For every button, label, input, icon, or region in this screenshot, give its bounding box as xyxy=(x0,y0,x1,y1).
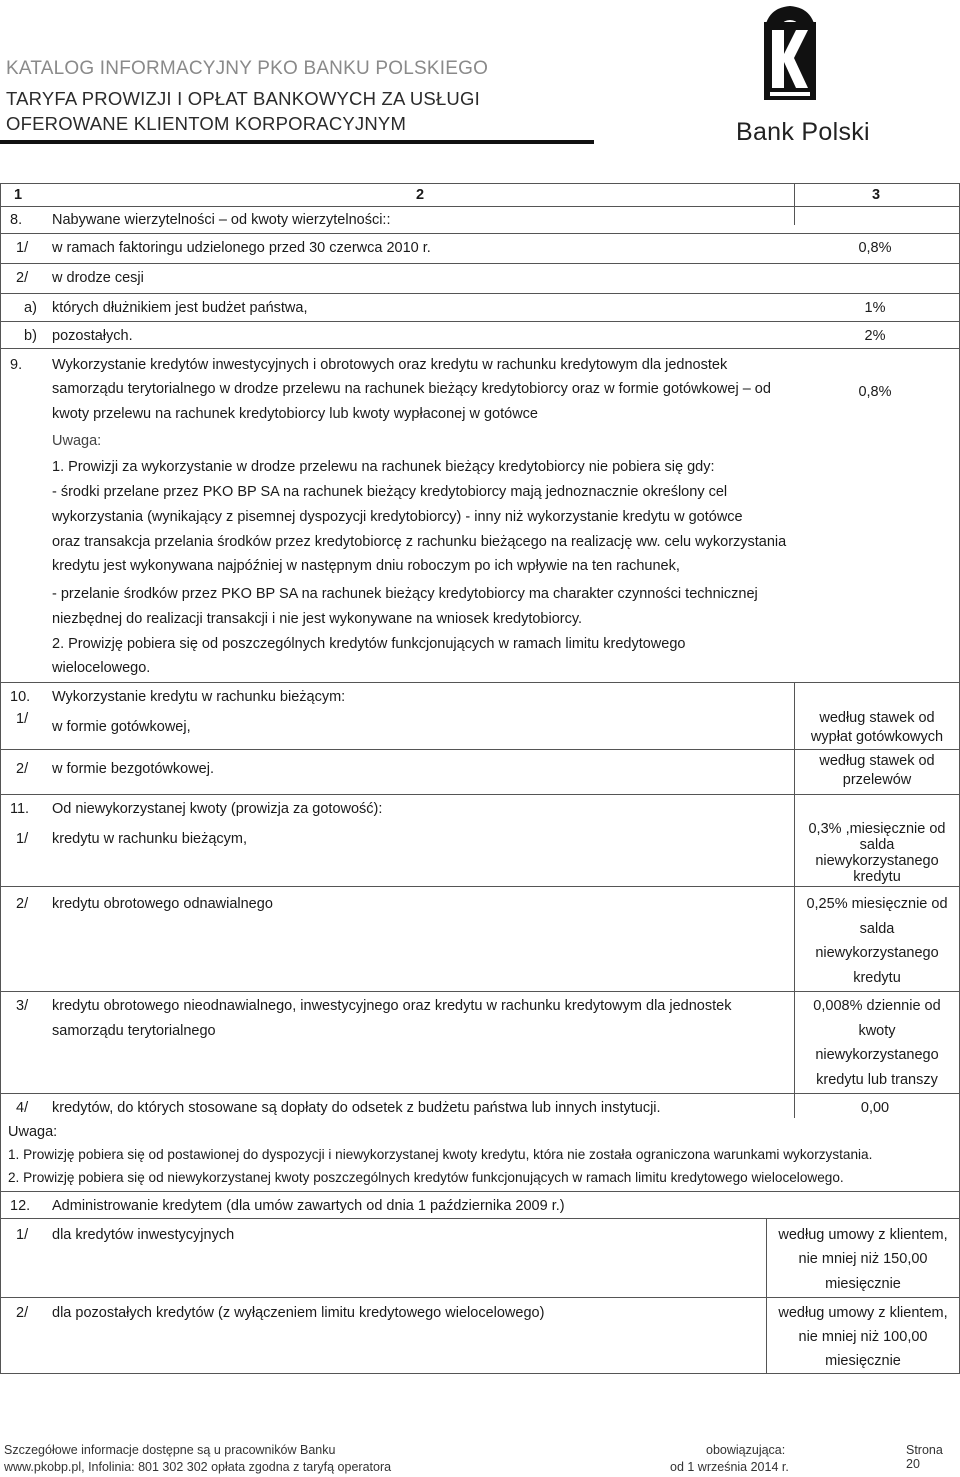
row-border xyxy=(0,682,960,683)
s12-r1-value-1: według umowy z klientem, xyxy=(778,1227,948,1243)
s11-r3-line1: kredytu obrotowego nieodnawialnego, inwestycyjnego oraz kredytu w rachunku kredytowym dla jednostek xyxy=(52,998,732,1014)
s10-title: Wykorzystanie kredytu w rachunku bieżącym: xyxy=(52,689,346,705)
s9-note-6: - przelanie środków przez PKO BP SA na rachunek bieżący kredytobiorcy ma charakter czynności technicznej xyxy=(52,586,758,602)
s8-ra-value: 1% xyxy=(864,300,886,316)
header-rule xyxy=(0,140,594,144)
s9-note-4: oraz transakcja przelania środków przez kredytobiorcę z rachunku bieżącego na realizację ww. celu wykorzystania xyxy=(52,534,787,550)
footer-info: Szczegółowe informacje dostępne są u pracowników Banku xyxy=(4,1443,336,1457)
s8-r1-value: 0,8% xyxy=(858,240,892,256)
row-border xyxy=(0,991,960,992)
s9-line2: samorządu terytorialnego w drodze przelewu na rachunek bieżący kredytobiorcy oraz w formie gotówkowej – od xyxy=(52,381,771,397)
footer-valid-date: od 1 września 2014 r. xyxy=(670,1460,789,1474)
row-border xyxy=(0,1093,960,1094)
s11-num: 11. xyxy=(10,801,30,817)
row-border xyxy=(0,233,960,234)
s10-r2-value-1: według stawek od xyxy=(819,753,935,769)
row-border xyxy=(0,886,960,887)
col-header-3: 3 xyxy=(871,187,881,203)
s10-r1-value-2: wypłat gotówkowych xyxy=(810,729,944,745)
s11-r1-text: kredytu w rachunku bieżącym, xyxy=(52,831,248,847)
row-border xyxy=(0,1191,960,1192)
footer-contact: www.pkobp.pl, Infolinia: 801 302 302 opłata zgodna z taryfą operatora xyxy=(4,1460,392,1474)
s10-r1-text: w formie gotówkowej, xyxy=(52,719,191,735)
s9-value: 0,8% xyxy=(858,384,892,400)
col-divider xyxy=(794,794,795,1118)
s12-r2-value-1: według umowy z klientem, xyxy=(778,1305,948,1321)
footer-valid-label: obowiązująca: xyxy=(706,1443,786,1457)
s11-r1-value-4: kredytu xyxy=(853,869,901,885)
s11-r1-value-2: salda xyxy=(859,837,895,853)
tariff-title: TARYFA PROWIZJI I OPŁAT BANKOWYCH ZA USŁUGI xyxy=(6,88,480,109)
col-divider xyxy=(766,1218,767,1373)
s8-rb-value: 2% xyxy=(864,328,886,344)
s11-r2-num: 2/ xyxy=(16,896,29,912)
row-border xyxy=(0,749,960,750)
s11-r4-num: 4/ xyxy=(16,1100,29,1116)
catalog-title: KATALOG INFORMACYJNY PKO BANKU POLSKIEGO xyxy=(6,58,489,79)
s12-r1-value-3: miesięcznie xyxy=(825,1276,901,1292)
s8-r1-text: w ramach faktoringu udzielonego przed 30 czerwca 2010 r. xyxy=(52,240,431,256)
s8-rb-text: pozostałych. xyxy=(52,328,133,344)
s10-r1-value-1: według stawek od xyxy=(819,710,935,726)
col-divider xyxy=(794,183,795,225)
s11-title: Od niewykorzystanej kwoty (prowizja za gotowość): xyxy=(52,801,383,817)
s11-r1-num: 1/ xyxy=(16,831,29,847)
s11-r4-text: kredytów, do których stosowane są dopłaty do odsetek z budżetu państwa lub innych instytucji. xyxy=(52,1100,661,1116)
s11-r4-value: 0,00 xyxy=(860,1100,890,1116)
s11-r3-value-3: niewykorzystanego xyxy=(815,1047,939,1063)
s12-r1-value-2: nie mniej niż 150,00 xyxy=(798,1251,928,1267)
row-border xyxy=(0,293,960,294)
s11-r1-value-1: 0,3% ,miesięcznie od xyxy=(808,821,946,837)
s9-note-5: kredytu jest wykonywana najpóźniej w następnym dniu roboczym po ich wpływie na ten rachunek, xyxy=(52,558,680,574)
s10-r2-text: w formie bezgotówkowej. xyxy=(52,761,214,777)
s8-rb-num: b) xyxy=(24,328,37,344)
tariff-subtitle: OFEROWANE KLIENTOM KORPORACYJNYM xyxy=(6,113,407,134)
col-header-2: 2 xyxy=(415,187,425,203)
s8-ra-text: których dłużnikiem jest budżet państwa, xyxy=(52,300,308,316)
row-border xyxy=(0,263,960,264)
s11-r2-value-1: 0,25% miesięcznie od xyxy=(806,896,948,912)
row-border xyxy=(0,1218,960,1219)
col-header-1: 1 xyxy=(13,187,23,203)
s9-note-3: wykorzystania (wynikający z pisemnej dyspozycji kredytobiorcy) - inny niż wykorzystanie kredytu w gotówce xyxy=(52,509,743,525)
s9-line1: Wykorzystanie kredytów inwestycyjnych i obrotowych oraz kredytu w rachunku kredytowym dla jednostek xyxy=(52,357,728,373)
s12-r2-value-2: nie mniej niż 100,00 xyxy=(798,1329,928,1345)
s9-line3: kwoty przelewu na rachunek kredytobiorcy lub kwoty wypłaconej w gotówce xyxy=(52,406,538,422)
s10-r1-num: 1/ xyxy=(16,711,29,727)
table-left-border xyxy=(0,183,1,1373)
s8-ra-num: a) xyxy=(24,300,37,316)
s10-r2-value-2: przelewów xyxy=(842,772,912,788)
s11-r3-num: 3/ xyxy=(16,998,29,1014)
row-border xyxy=(0,321,960,322)
s12-r1-text: dla kredytów inwestycyjnych xyxy=(52,1227,235,1243)
s8-r2-text: w drodze cesji xyxy=(52,270,144,286)
s11-r3-value-4: kredytu lub transzy xyxy=(816,1072,938,1088)
s11-note-1: 1. Prowizję pobiera się od postawionej do dyspozycji i niewykorzystanej kwoty kredytu, która nie została ograniczona warunkami wykorzystania. xyxy=(8,1147,873,1162)
s12-r2-text: dla pozostałych kredytów (z wyłączeniem limitu kredytowego wielocelowego) xyxy=(52,1305,545,1321)
s9-note-7: niezbędnej do realizacji transakcji i nie jest wykonywane na wniosek kredytobiorcy. xyxy=(52,611,583,627)
s8-num: 8. xyxy=(10,212,23,228)
s9-note-8: 2. Prowizję pobiera się od poszczególnych kredytów funkcjonujących w ramach limitu kredytowego xyxy=(52,636,686,652)
bank-name-logo: Bank Polski xyxy=(736,118,870,146)
table-bottom-border xyxy=(0,1373,960,1374)
row-border xyxy=(0,1297,960,1298)
s9-note-9: wielocelowego. xyxy=(52,660,151,676)
s11-r2-value-3: niewykorzystanego xyxy=(815,945,939,961)
page-number: Strona 20 xyxy=(906,1443,943,1471)
s8-title: Nabywane wierzytelności – od kwoty wierzytelności:: xyxy=(52,212,391,228)
s12-r2-value-3: miesięcznie xyxy=(825,1353,901,1369)
s10-num: 10. xyxy=(10,689,31,705)
table-top-border xyxy=(0,183,960,184)
s12-num: 12. xyxy=(10,1198,31,1214)
s11-note-2: 2. Prowizję pobiera się od niewykorzystanej kwoty poszczególnych kredytów funkcjonujących w ramach limitu kredytowego wielocelowego. xyxy=(8,1170,844,1185)
s11-r1-value-3: niewykorzystanego xyxy=(815,853,939,869)
s11-r2-value-2: salda xyxy=(859,921,895,937)
s11-r3-line2: samorządu terytorialnego xyxy=(52,1023,216,1039)
s8-r1-num: 1/ xyxy=(16,240,29,256)
s11-r2-value-4: kredytu xyxy=(853,970,901,986)
s9-num: 9. xyxy=(10,357,23,373)
row-border xyxy=(0,348,960,349)
s9-note-label: Uwaga: xyxy=(52,433,102,449)
s11-r2-text: kredytu obrotowego odnawialnego xyxy=(52,896,273,912)
s12-r1-num: 1/ xyxy=(16,1227,29,1243)
s11-r3-value-1: 0,008% dziennie od xyxy=(813,998,941,1014)
s9-note-1: 1. Prowizji za wykorzystanie w drodze przelewu na rachunek bieżący kredytobiorcy nie pobiera się gdy: xyxy=(52,459,715,475)
col-divider xyxy=(794,682,795,794)
header-row-border xyxy=(0,206,960,207)
s9-note-2: - środki przelane przez PKO BP SA na rachunek bieżący kredytobiorcy mają jednoznacznie określony cel xyxy=(52,484,728,500)
row-border xyxy=(0,794,960,795)
s11-r3-value-2: kwoty xyxy=(858,1023,896,1039)
s10-r2-num: 2/ xyxy=(16,761,29,777)
s8-r2-num: 2/ xyxy=(16,270,29,286)
s12-title: Administrowanie kredytem (dla umów zawartych od dnia 1 października 2009 r.) xyxy=(52,1198,565,1214)
s11-note-label: Uwaga: xyxy=(8,1124,58,1140)
s12-r2-num: 2/ xyxy=(16,1305,29,1321)
